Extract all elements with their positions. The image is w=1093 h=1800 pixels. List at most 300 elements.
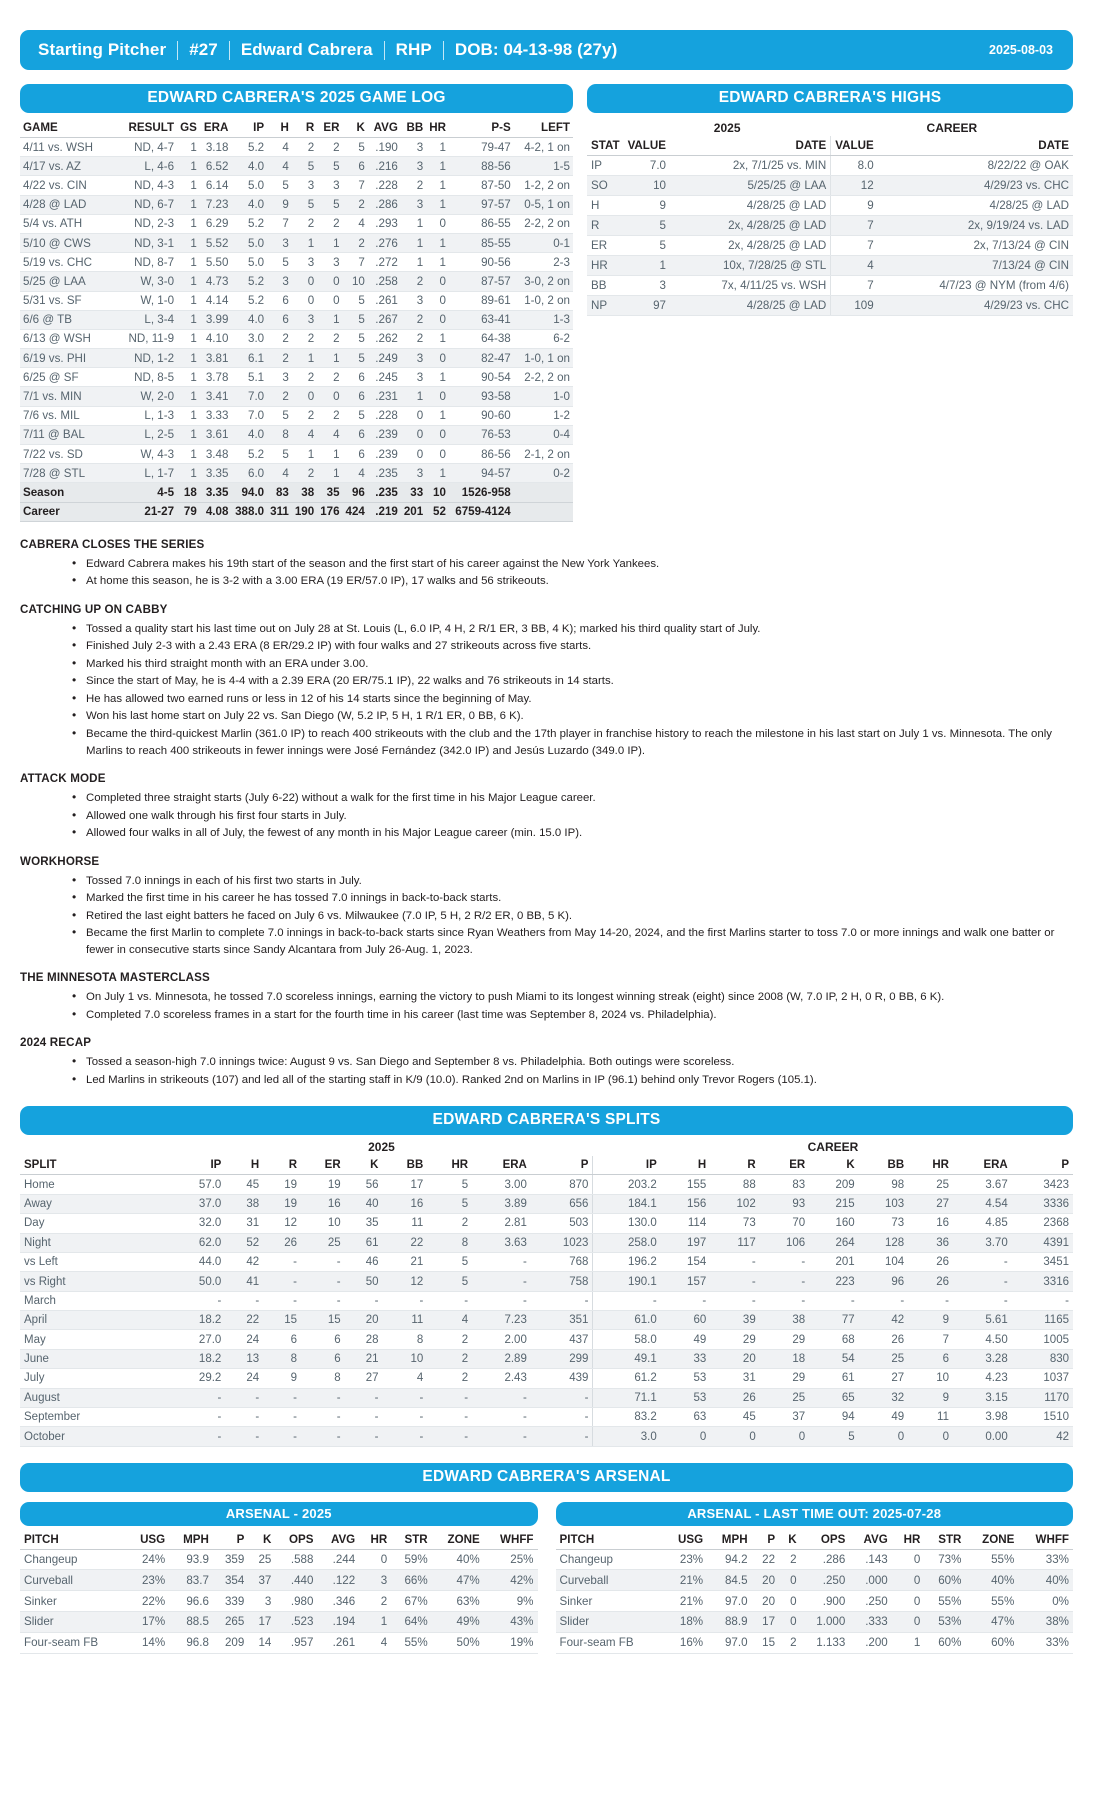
cell-hr: 0 — [426, 272, 449, 291]
arsenal-last-cell: 55% — [924, 1591, 965, 1612]
cell-h: 8 — [267, 425, 292, 444]
split-2025-value: 12 — [263, 1214, 301, 1233]
cell-result: ND, 6-7 — [121, 195, 177, 214]
split-career-value: - — [593, 1291, 661, 1310]
list-item: • Edward Cabrera makes his 19th start of the season and the first start of his career against the New York Yankees. — [72, 556, 1073, 573]
split-2025-value: 17 — [382, 1175, 427, 1194]
split-2025-value: - — [472, 1291, 531, 1310]
split-career-value: 0 — [710, 1427, 759, 1446]
table-row — [20, 1570, 538, 1591]
cell-h: 6 — [267, 310, 292, 329]
cell-p-s: 76-53 — [449, 425, 514, 444]
split-career-value: 98 — [859, 1175, 908, 1194]
split-career-value: 1170 — [1012, 1388, 1073, 1407]
col-2025-bb: BB — [382, 1156, 427, 1175]
highs-cell: 10 — [624, 176, 670, 196]
split-2025-value: 10 — [382, 1349, 427, 1368]
cell-r: 3 — [292, 310, 317, 329]
table-row — [20, 1214, 1073, 1233]
col-date-2025: DATE — [670, 136, 831, 156]
split-2025-value: 11 — [382, 1311, 427, 1330]
cell-left: 1-2 — [514, 406, 573, 425]
cell-ip: 4.0 — [231, 157, 267, 176]
split-2025-value: 25 — [301, 1233, 345, 1252]
split-career-value: 128 — [859, 1233, 908, 1252]
col-2025-era: ERA — [472, 1156, 531, 1175]
highs-body — [587, 156, 1073, 316]
cell-left: 1-0, 1 on — [514, 349, 573, 368]
highs-cell: NP — [587, 296, 624, 316]
cell-bb: 2 — [401, 310, 426, 329]
split-2025-value: - — [263, 1407, 301, 1426]
arsenal-season-cell: 22% — [126, 1591, 169, 1612]
split-label: June — [20, 1349, 170, 1368]
highs-title: EDWARD CABRERA'S HIGHS — [587, 84, 1073, 113]
cell-er: 1 — [317, 310, 342, 329]
split-career-value: 223 — [809, 1272, 858, 1291]
arsenal-season-col-usg: USG — [126, 1530, 169, 1550]
cell-bb: 3 — [401, 464, 426, 483]
split-career-value: 73 — [859, 1214, 908, 1233]
cell-k: 424 — [343, 502, 368, 521]
arsenal-season-cell: 9% — [484, 1591, 538, 1612]
split-2025-value: - — [263, 1252, 301, 1271]
split-career-value: 25 — [760, 1388, 809, 1407]
split-career-value: 3.0 — [593, 1427, 661, 1446]
split-career-value: 6 — [908, 1349, 953, 1368]
arsenal-last-cell: 2 — [779, 1632, 801, 1653]
arsenal-season-col — [20, 1502, 538, 1654]
cell-avg: .235 — [368, 464, 401, 483]
arsenal-last-cell: .143 — [849, 1549, 891, 1570]
cell-game: Career — [20, 502, 121, 521]
split-career-value: - — [760, 1252, 809, 1271]
split-2025-value: 28 — [345, 1330, 383, 1349]
split-2025-value: 19 — [263, 1175, 301, 1194]
col-k: K — [343, 118, 368, 138]
table-row — [20, 1549, 538, 1570]
highs-cell: 8/22/22 @ OAK — [878, 156, 1073, 176]
split-2025-value: 21 — [345, 1349, 383, 1368]
cell-bb: 201 — [401, 502, 426, 521]
col-career-er: ER — [760, 1156, 809, 1175]
highs-cell: HR — [587, 256, 624, 276]
highs-cell: 7 — [831, 276, 878, 296]
split-2025-value: 10 — [301, 1214, 345, 1233]
cell-r: 1 — [292, 349, 317, 368]
cell-gs: 1 — [177, 233, 200, 252]
split-2025-value: - — [301, 1407, 345, 1426]
split-2025-value: 5 — [427, 1175, 472, 1194]
split-2025-value: 3.00 — [472, 1175, 531, 1194]
arsenal-season-cell: .244 — [317, 1549, 359, 1570]
split-career-value: 117 — [710, 1233, 759, 1252]
table-row — [20, 253, 573, 272]
highs-cell: 9 — [831, 196, 878, 216]
arsenal-last-cell: .286 — [801, 1549, 850, 1570]
arsenal-last-cell: 0 — [779, 1612, 801, 1633]
cell-left: 4-2, 1 on — [514, 138, 573, 157]
cell-left: 2-2, 2 on — [514, 368, 573, 387]
split-2025-value: - — [472, 1407, 531, 1426]
cell-game: 5/4 vs. ATH — [20, 214, 121, 233]
col-2025-h: H — [225, 1156, 263, 1175]
cell-p-s: 86-55 — [449, 214, 514, 233]
list-item: • Completed 7.0 scoreless frames in a start for the fourth time in his career (last time was September 8, 2024 vs. Philadelphia). — [72, 1007, 1073, 1024]
cell-gs: 1 — [177, 445, 200, 464]
cell-p-s: 94-57 — [449, 464, 514, 483]
cell-left: 3-0, 2 on — [514, 272, 573, 291]
cell-hr: 52 — [426, 502, 449, 521]
split-2025-value: 32.0 — [170, 1214, 225, 1233]
split-2025-value: - — [263, 1291, 301, 1310]
col-avg: AVG — [368, 118, 401, 138]
split-career-value: 26 — [859, 1330, 908, 1349]
split-2025-value: 50 — [345, 1272, 383, 1291]
arsenal-last-cell: 47% — [965, 1612, 1018, 1633]
split-2025-value: 4 — [382, 1369, 427, 1388]
arsenal-last-cell: 1.133 — [801, 1632, 850, 1653]
arsenal-last-cell: Curveball — [556, 1570, 664, 1591]
game-log-header-row — [20, 118, 573, 138]
player-number: #27 — [189, 40, 218, 59]
list-item: • Became the third-quickest Marlin (361.0 IP) to reach 400 strikeouts with the club and the 17th player in franchise history to reach the milestone in his last start on July 1 vs. Minnesota. The only Marlins to reach 400 strikeouts in fewer innings were José Fernández (342.0 IP) and Jesús Luzardo (349.0 IP). — [72, 726, 1073, 759]
note-bullet-list — [20, 1054, 1073, 1088]
cell-left: 2-2, 2 on — [514, 214, 573, 233]
cell-k: 6 — [343, 387, 368, 406]
arsenal-season-cell: 2 — [359, 1591, 391, 1612]
highs-cell: BB — [587, 276, 624, 296]
cell-era: 4.08 — [200, 502, 232, 521]
split-2025-value: 62.0 — [170, 1233, 225, 1252]
cell-er: 2 — [317, 214, 342, 233]
cell-r: 5 — [292, 157, 317, 176]
arsenal-season-cell: 83.7 — [169, 1570, 213, 1591]
highs-cell: 2x, 9/19/24 vs. LAD — [878, 216, 1073, 236]
table-row — [587, 216, 1073, 236]
cell-bb: 0 — [401, 406, 426, 425]
split-2025-value: 8 — [263, 1349, 301, 1368]
highs-cell: 2x, 4/28/25 @ LAD — [670, 216, 831, 236]
arsenal-last-cell: Sinker — [556, 1591, 664, 1612]
game-log-table — [20, 118, 573, 522]
split-career-value: 4.50 — [953, 1330, 1012, 1349]
split-2025-value: 24 — [225, 1330, 263, 1349]
cell-result: W, 4-3 — [121, 445, 177, 464]
col-career-r: R — [710, 1156, 759, 1175]
cell-k: 5 — [343, 291, 368, 310]
cell-hr: 1 — [426, 176, 449, 195]
highs-cell: 7.0 — [624, 156, 670, 176]
cell-ip: 7.0 — [231, 387, 267, 406]
arsenal-last-cell: .900 — [801, 1591, 850, 1612]
split-career-value: 45 — [710, 1407, 759, 1426]
splits-body — [20, 1175, 1073, 1446]
col-career-h: H — [661, 1156, 710, 1175]
splits-group-career: CAREER — [807, 1140, 859, 1155]
cell-er: 1 — [317, 445, 342, 464]
split-2025-value: - — [382, 1427, 427, 1446]
arsenal-last-cell: 21% — [664, 1570, 708, 1591]
table-row — [20, 1369, 1073, 1388]
split-2025-value: 21 — [382, 1252, 427, 1271]
split-career-value: 54 — [809, 1349, 858, 1368]
split-career-value: 33 — [661, 1349, 710, 1368]
cell-hr: 0 — [426, 387, 449, 406]
table-row — [20, 1349, 1073, 1368]
cell-game: 4/17 vs. AZ — [20, 157, 121, 176]
cell-k: 10 — [343, 272, 368, 291]
cell-result: L, 1-3 — [121, 406, 177, 425]
arsenal-season-cell: 23% — [126, 1570, 169, 1591]
arsenal-season-header-row — [20, 1530, 538, 1550]
split-career-value: 3.67 — [953, 1175, 1012, 1194]
table-row — [556, 1591, 1074, 1612]
cell-er: 4 — [317, 425, 342, 444]
split-2025-value: - — [263, 1388, 301, 1407]
split-2025-value: 27.0 — [170, 1330, 225, 1349]
highs-cell: 4/29/23 vs. CHC — [878, 296, 1073, 316]
arsenal-last-cell: 1 — [892, 1632, 925, 1653]
cell-k: 5 — [343, 406, 368, 425]
arsenal-season-cell: Four-seam FB — [20, 1632, 126, 1653]
arsenal-last-col-p: P — [752, 1530, 780, 1550]
cell-bb: 0 — [401, 445, 426, 464]
col-2025-ip: IP — [170, 1156, 225, 1175]
cell-h: 4 — [267, 464, 292, 483]
highs-cell: 4/29/23 vs. CHC — [878, 176, 1073, 196]
split-career-value: 25 — [859, 1349, 908, 1368]
split-2025-value: - — [301, 1252, 345, 1271]
cell-avg: .258 — [368, 272, 401, 291]
split-label: Away — [20, 1194, 170, 1213]
arsenal-last-cell: .250 — [849, 1591, 891, 1612]
arsenal-last-cell: 17 — [752, 1612, 780, 1633]
split-career-value: 155 — [661, 1175, 710, 1194]
cell-result: 4-5 — [121, 483, 177, 502]
cell-bb: 0 — [401, 425, 426, 444]
split-career-value: 3.28 — [953, 1349, 1012, 1368]
split-career-value: - — [760, 1272, 809, 1291]
summary-row — [20, 483, 573, 502]
split-career-value: 196.2 — [593, 1252, 661, 1271]
cell-left — [514, 483, 573, 502]
cell-r: 0 — [292, 272, 317, 291]
cell-gs: 1 — [177, 176, 200, 195]
arsenal-season-col-ops: OPS — [275, 1530, 317, 1550]
split-2025-value: - — [345, 1427, 383, 1446]
highs-cell: SO — [587, 176, 624, 196]
highs-group-row — [587, 118, 1073, 136]
table-row — [20, 464, 573, 483]
arsenal-last-cell: 2 — [779, 1549, 801, 1570]
split-2025-value: 35 — [345, 1214, 383, 1233]
cell-h: 2 — [267, 387, 292, 406]
cell-h: 2 — [267, 329, 292, 348]
split-2025-value: - — [301, 1388, 345, 1407]
table-row — [556, 1549, 1074, 1570]
cell-era: 3.33 — [200, 406, 232, 425]
split-label: Home — [20, 1175, 170, 1194]
note-bullet-list — [20, 989, 1073, 1023]
split-2025-value: 2.81 — [472, 1214, 531, 1233]
split-career-value: 157 — [661, 1272, 710, 1291]
game-log-title: EDWARD CABRERA'S 2025 GAME LOG — [20, 84, 573, 113]
arsenal-season-cell: 3 — [248, 1591, 275, 1612]
arsenal-season-cell: .122 — [317, 1570, 359, 1591]
cell-left: 2-3 — [514, 253, 573, 272]
note-heading: CATCHING UP ON CABBY — [20, 602, 168, 616]
highs-cell: 4 — [831, 256, 878, 276]
highs-cell: 8.0 — [831, 156, 878, 176]
cell-left: 1-5 — [514, 157, 573, 176]
arsenal-last-cell: 21% — [664, 1591, 708, 1612]
cell-gs: 1 — [177, 464, 200, 483]
split-career-value: 3316 — [1012, 1272, 1073, 1291]
cell-r: 5 — [292, 195, 317, 214]
list-item: • Tossed a season-high 7.0 innings twice: August 9 vs. San Diego and September 8 vs. Philadelphia. Both outings were scoreless. — [72, 1054, 1073, 1071]
cell-game: 7/11 @ BAL — [20, 425, 121, 444]
cell-avg: .293 — [368, 214, 401, 233]
table-row — [20, 291, 573, 310]
cell-gs: 1 — [177, 368, 200, 387]
split-label: vs Right — [20, 1272, 170, 1291]
cell-game: 5/31 vs. SF — [20, 291, 121, 310]
cell-p-s: 90-60 — [449, 406, 514, 425]
split-2025-value: 12 — [382, 1272, 427, 1291]
cell-p-s: 79-47 — [449, 138, 514, 157]
highs-cell: 97 — [624, 296, 670, 316]
split-career-value: 70 — [760, 1214, 809, 1233]
cell-game: 6/13 @ WSH — [20, 329, 121, 348]
cell-result: ND, 8-7 — [121, 253, 177, 272]
cell-r: 2 — [292, 329, 317, 348]
split-career-value: 38 — [760, 1311, 809, 1330]
cell-hr: 0 — [426, 445, 449, 464]
col-er: ER — [317, 118, 342, 138]
arsenal-season-cell: .346 — [317, 1591, 359, 1612]
arsenal-last-cell: 84.5 — [707, 1570, 751, 1591]
arsenal-season-cell: 64% — [391, 1612, 431, 1633]
cell-gs: 1 — [177, 253, 200, 272]
split-2025-value: - — [472, 1252, 531, 1271]
split-career-value: 83.2 — [593, 1407, 661, 1426]
arsenal-season-cell: 359 — [213, 1549, 248, 1570]
cell-er: 35 — [317, 483, 342, 502]
split-career-value: - — [1012, 1291, 1073, 1310]
cell-r: 2 — [292, 138, 317, 157]
split-2025-value: 16 — [382, 1194, 427, 1213]
table-row — [20, 1407, 1073, 1426]
arsenal-season-cell: 19% — [484, 1632, 538, 1653]
split-career-value: 65 — [809, 1388, 858, 1407]
cell-gs: 79 — [177, 502, 200, 521]
cell-era: 4.14 — [200, 291, 232, 310]
arsenal-season-col-mph: MPH — [169, 1530, 213, 1550]
col-2025-r: R — [263, 1156, 301, 1175]
arsenal-season-cell: 50% — [432, 1632, 484, 1653]
arsenal-last-cell: 60% — [924, 1570, 965, 1591]
table-row — [20, 1612, 538, 1633]
cell-left: 6-2 — [514, 329, 573, 348]
split-career-value: 29 — [760, 1330, 809, 1349]
col-career-k: K — [809, 1156, 858, 1175]
cell-hr: 1 — [426, 157, 449, 176]
table-row — [20, 1252, 1073, 1271]
col-value-career: VALUE — [831, 136, 878, 156]
cell-hr: 1 — [426, 406, 449, 425]
split-2025-value: 56 — [345, 1175, 383, 1194]
cell-result: L, 4-6 — [121, 157, 177, 176]
split-career-value: 3.98 — [953, 1407, 1012, 1426]
cell-hr: 1 — [426, 195, 449, 214]
highs-group-2025: 2025 — [713, 121, 741, 135]
arsenal-season-cell: 14 — [248, 1632, 275, 1653]
cell-avg: .239 — [368, 425, 401, 444]
split-career-value: 58.0 — [593, 1330, 661, 1349]
split-2025-value: 26 — [263, 1233, 301, 1252]
highs-cell: 7 — [831, 216, 878, 236]
arsenal-season-cell: 42% — [484, 1570, 538, 1591]
split-2025-value: 5 — [427, 1272, 472, 1291]
cell-era: 5.52 — [200, 233, 232, 252]
arsenal-season-subtitle: ARSENAL - 2025 — [20, 1502, 538, 1526]
cell-hr: 1 — [426, 368, 449, 387]
split-career-value: - — [661, 1291, 710, 1310]
split-2025-value: 439 — [531, 1369, 593, 1388]
split-career-value: - — [953, 1252, 1012, 1271]
arsenal-last-cell: .250 — [801, 1570, 850, 1591]
cell-game: Season — [20, 483, 121, 502]
table-row — [20, 349, 573, 368]
col-stat: STAT — [587, 136, 624, 156]
arsenal-last-cell: 22 — [752, 1549, 780, 1570]
table-row — [20, 1311, 1073, 1330]
highs-cell: 4/28/25 @ LAD — [670, 296, 831, 316]
cell-gs: 1 — [177, 310, 200, 329]
cell-r: 2 — [292, 214, 317, 233]
cell-result: L, 3-4 — [121, 310, 177, 329]
table-row — [587, 176, 1073, 196]
split-2025-value: 44.0 — [170, 1252, 225, 1271]
cell-er: 1 — [317, 349, 342, 368]
col-result: RESULT — [121, 118, 177, 138]
cell-er: 2 — [317, 368, 342, 387]
cell-ip: 4.0 — [231, 425, 267, 444]
cell-avg: .267 — [368, 310, 401, 329]
split-career-value: 5 — [809, 1427, 858, 1446]
list-item: • Led Marlins in strikeouts (107) and led all of the starting staff in K/9 (10.0). Ranked 2nd on Marlins in IP (96.1) behind only Trevor Rogers (105.1). — [72, 1072, 1073, 1089]
split-career-value: 20 — [710, 1349, 759, 1368]
cell-k: 96 — [343, 483, 368, 502]
split-2025-value: - — [345, 1407, 383, 1426]
col-career-ip: IP — [593, 1156, 661, 1175]
arsenal-last-cell: 0 — [779, 1591, 801, 1612]
highs-cell: 109 — [831, 296, 878, 316]
cell-er: 1 — [317, 233, 342, 252]
split-2025-value: - — [427, 1291, 472, 1310]
col-split: SPLIT — [20, 1156, 170, 1175]
cell-ip: 5.2 — [231, 272, 267, 291]
arsenal-last-col-pitch: PITCH — [556, 1530, 664, 1550]
split-career-value: 156 — [661, 1194, 710, 1213]
cell-er: 2 — [317, 138, 342, 157]
split-career-value: 60 — [661, 1311, 710, 1330]
highs-cell: 5 — [624, 216, 670, 236]
highs-cell: R — [587, 216, 624, 236]
table-row — [20, 176, 573, 195]
split-career-value: 4.23 — [953, 1369, 1012, 1388]
